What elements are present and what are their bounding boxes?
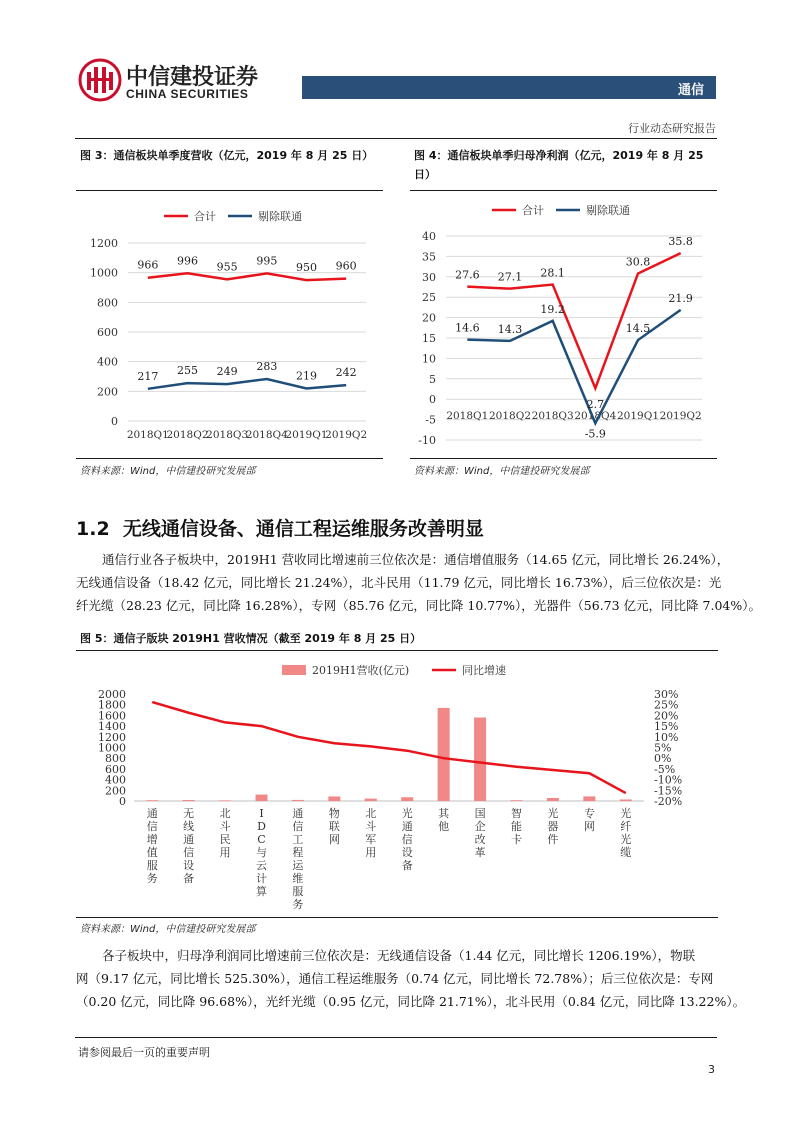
fig5-right-tick-label: 0%: [654, 752, 672, 766]
fig4-ytick-label: 0: [429, 393, 436, 407]
fig3-data-label: 283: [256, 360, 278, 374]
fig5-left-tick-label: 1200: [98, 730, 126, 744]
fig5-right-tick-label: 30%: [654, 688, 679, 701]
para1-line-1: 通信行业各子板块中，2019H1 营收同比增速前三位依次是：通信增值服务（14.65 亿元，同比增长 26.24%），: [102, 552, 730, 567]
fig5-category-label: 通信工程运维服务: [292, 807, 304, 911]
fig5-category-label: 北斗军用: [365, 807, 377, 859]
fig4-xtick-label: 2018Q1: [446, 410, 489, 423]
fig3-data-label: 996: [177, 254, 198, 268]
section-heading: 1.2 无线通信设备、通信工程运维服务改善明显: [76, 518, 484, 540]
fig4-legend-label: 剔除联通: [586, 204, 630, 217]
fig4-data-label: -5.9: [584, 427, 606, 441]
industry-tag: 通信: [678, 83, 705, 98]
fig3-bottom-rule: [76, 458, 383, 459]
fig3-data-label: 966: [137, 258, 159, 272]
fig3-ytick-label: 400: [97, 355, 118, 369]
fig5-left-tick-label: 0: [119, 795, 126, 808]
header-bar: [302, 76, 716, 99]
fig3-xtick-label: 2019Q2: [325, 429, 368, 441]
fig4-data-label: 14.5: [625, 322, 651, 336]
section-paragraph-1: [76, 548, 761, 617]
fig5-chart: [76, 655, 718, 913]
fig5-bar: [511, 800, 523, 801]
fig5-title: 图 5：通信子版块 2019H1 营收情况（截至 2019 年 8 月 25 日）: [80, 632, 422, 645]
fig5-bar: [219, 800, 231, 801]
logo-en: CHINA SECURITIES: [126, 87, 249, 101]
fig4-title-line1: 图 4：通信板块单季归母净利润（亿元，2019 年 8 月 25: [414, 149, 704, 162]
fig5-right-tick-label: 5%: [654, 741, 672, 755]
fig4-xtick-label: 2018Q2: [488, 410, 532, 423]
fig4-ytick-label: 10: [422, 352, 436, 366]
fig3-ytick-label: 1200: [90, 237, 118, 250]
fig5-growth-line: [152, 702, 626, 793]
fig5-category-label: 无线通信设备: [183, 807, 195, 885]
fig4-top-rule: [410, 190, 717, 191]
company-logo: [78, 58, 122, 102]
fig4-chart: [410, 196, 717, 454]
fig5-right-tick-label: 25%: [654, 698, 679, 712]
fig5-bar: [583, 796, 595, 801]
fig3-data-label: 219: [296, 369, 317, 383]
fig4-ytick-label: 25: [422, 291, 436, 305]
fig4-data-label: 27.6: [455, 268, 480, 282]
fig4-xtick-label: 2019Q2: [659, 410, 702, 423]
fig4-ytick-label: 35: [422, 250, 436, 264]
fig4-xtick-label: 2018Q3: [531, 410, 574, 423]
fig5-bar: [547, 798, 559, 801]
fig4-xtick-label: 2018Q4: [574, 410, 617, 423]
fig5-bar: [438, 708, 450, 801]
fig3-xtick-label: 2019Q1: [285, 429, 328, 441]
fig3-xtick-label: 2018Q4: [245, 429, 288, 441]
logo-cn: 中信建投证券: [126, 65, 259, 90]
fig4-ytick-label: -10: [418, 434, 436, 447]
fig5-bar: [183, 800, 195, 801]
fig5-category-label: I D C 与云计算: [256, 807, 267, 898]
fig5-left-tick-label: 200: [105, 784, 126, 798]
fig5-category-label: 光通信设备: [401, 807, 413, 872]
para2-line-3: （0.20 亿元，同比降 96.68%），光纤光缆（0.95 亿元，同比降 21.71%），北斗民用（0.84 亿元，同比降 13.22%）。: [76, 994, 746, 1009]
fig5-left-tick-label: 2000: [98, 688, 126, 701]
fig5-category-label: 北斗民用: [219, 807, 231, 859]
report-type: 行业动态研究报告: [628, 122, 716, 135]
fig4-data-label: 27.1: [497, 270, 523, 284]
fig5-category-label: 专网: [583, 807, 595, 833]
fig3-xtick-label: 2018Q1: [126, 429, 169, 441]
fig3-ytick-label: 0: [111, 415, 118, 428]
fig5-bar: [365, 799, 377, 801]
fig5-left-tick-label: 1000: [98, 741, 126, 755]
fig3-ytick-label: 200: [97, 385, 118, 399]
fig5-category-label: 国企改革: [474, 807, 486, 859]
fig5-left-tick-label: 1600: [98, 709, 126, 723]
fig3-top-rule: [76, 190, 383, 191]
fig3-data-label: 255: [177, 364, 198, 378]
fig5-bar: [256, 795, 268, 801]
fig5-left-tick-label: 1800: [98, 698, 126, 712]
fig4-legend-label: 合计: [522, 204, 544, 217]
para1-line-2: 无线通信设备（18.42 亿元，同比增长 21.24%），北斗民用（11.79 亿元，同比增长 16.73%），后三位依次是：光: [76, 575, 722, 590]
para2-line-1: 各子板块中，归母净利润同比增速前三位依次是：无线通信设备（1.44 亿元，同比增长 1206.19%），物联: [102, 948, 696, 963]
fig3-series-line-0: [148, 273, 346, 280]
fig5-category-label: 智能卡: [511, 807, 522, 846]
fig4-data-label: 14.6: [455, 321, 480, 335]
fig4-ytick-label: 15: [422, 332, 436, 345]
fig3-data-label: 955: [216, 260, 238, 274]
fig3-source: 资料来源：Wind，中信建投研究发展部: [80, 466, 256, 477]
fig4-bottom-rule: [410, 458, 717, 459]
fig5-category-label: 光纤光缆: [620, 807, 632, 859]
fig5-right-tick-label: -5%: [654, 762, 676, 776]
fig4-data-label: 2.7: [586, 398, 605, 412]
fig5-left-tick-label: 1400: [98, 720, 126, 734]
fig5-bar: [146, 800, 158, 801]
fig4-data-label: 30.8: [625, 255, 651, 269]
fig5-category-label: 其他: [438, 807, 450, 833]
fig5-bar: [620, 799, 632, 801]
fig3-legend-label: 剔除联通: [258, 210, 302, 223]
footer-divider: [75, 1037, 717, 1038]
fig4-ytick-label: 20: [422, 311, 436, 325]
para1-line-3: 纤光缆（28.23 亿元，同比降 16.28%），专网（85.76 亿元，同比降 10.77%），光器件（56.73 亿元，同比降 7.04%）。: [76, 598, 761, 613]
fig5-right-tick-label: 10%: [654, 730, 679, 744]
fig3-title: 图 3：通信板块单季度营收（亿元，2019 年 8 月 25 日）: [80, 149, 374, 162]
fig4-data-label: 35.8: [668, 235, 693, 249]
header-divider: [75, 138, 717, 139]
fig4-ytick-label: 5: [429, 372, 436, 386]
fig5-bar: [401, 797, 413, 801]
fig4-data-label: 21.9: [668, 291, 693, 305]
fig5-bar: [328, 796, 340, 801]
fig5-legend-label-line: 同比增速: [462, 664, 506, 677]
page-number: 3: [708, 1063, 715, 1076]
fig3-xtick-label: 2018Q3: [206, 429, 249, 441]
fig5-bar: [474, 718, 486, 801]
fig5-right-tick-label: -20%: [654, 795, 683, 808]
fig4-ytick-label: 30: [422, 270, 436, 284]
fig4-data-label: 19.2: [540, 302, 565, 316]
section-paragraph-2: [76, 944, 746, 1013]
fig5-source: 资料来源：Wind，中信建投研究发展部: [80, 924, 256, 935]
fig3-ytick-label: 1000: [90, 266, 118, 280]
fig3-data-label: 950: [296, 261, 317, 275]
fig3-ytick-label: 800: [97, 296, 118, 310]
fig5-bottom-rule: [76, 917, 718, 918]
fig5-right-tick-label: -10%: [654, 773, 683, 787]
fig4-ytick-label: 40: [422, 230, 436, 243]
fig5-category-label: 通信增值服务: [146, 807, 158, 885]
fig5-left-tick-label: 800: [105, 752, 126, 766]
fig5-legend-label-bar: 2019H1营收(亿元): [312, 664, 410, 677]
fig5-top-rule: [76, 650, 718, 651]
fig4-ytick-label: -5: [425, 413, 436, 427]
fig4-data-label: 14.3: [497, 322, 523, 336]
fig3-legend-label: 合计: [194, 210, 216, 223]
fig3-xtick-label: 2018Q2: [166, 429, 209, 441]
fig3-data-label: 249: [216, 365, 238, 379]
fig5-right-tick-label: 20%: [654, 709, 679, 723]
fig5-category-label: 物联网: [328, 807, 340, 846]
fig5-right-tick-label: 15%: [654, 720, 679, 734]
fig5-left-tick-label: 400: [105, 773, 126, 787]
para2-line-2: 网（9.17 亿元，同比增长 525.30%），通信工程运维服务（0.74 亿元，同比增长 72.78%）；后三位依次是：专网: [76, 971, 714, 986]
fig5-category-label: 光器件: [547, 807, 559, 846]
fig3-ytick-label: 600: [97, 326, 118, 339]
fig5-legend-swatch-bar: [282, 665, 306, 675]
fig5-right-tick-label: -15%: [654, 784, 683, 798]
footer-disclaimer: 请参阅最后一页的重要声明: [78, 1046, 210, 1059]
fig3-data-label: 960: [335, 259, 357, 273]
fig3-data-label: 242: [335, 366, 357, 380]
fig5-left-tick-label: 600: [105, 762, 126, 776]
fig4-source: 资料来源：Wind，中信建投研究发展部: [414, 466, 590, 477]
fig4-xtick-label: 2019Q1: [616, 410, 660, 423]
fig3-data-label: 995: [256, 254, 278, 268]
logo-emblem-icon: [78, 58, 122, 102]
fig4-data-label: 28.1: [540, 266, 565, 280]
fig3-data-label: 217: [137, 369, 159, 383]
fig4-title-line2: 日）: [414, 168, 436, 181]
fig3-chart: [76, 196, 383, 454]
fig5-bar: [292, 800, 304, 801]
